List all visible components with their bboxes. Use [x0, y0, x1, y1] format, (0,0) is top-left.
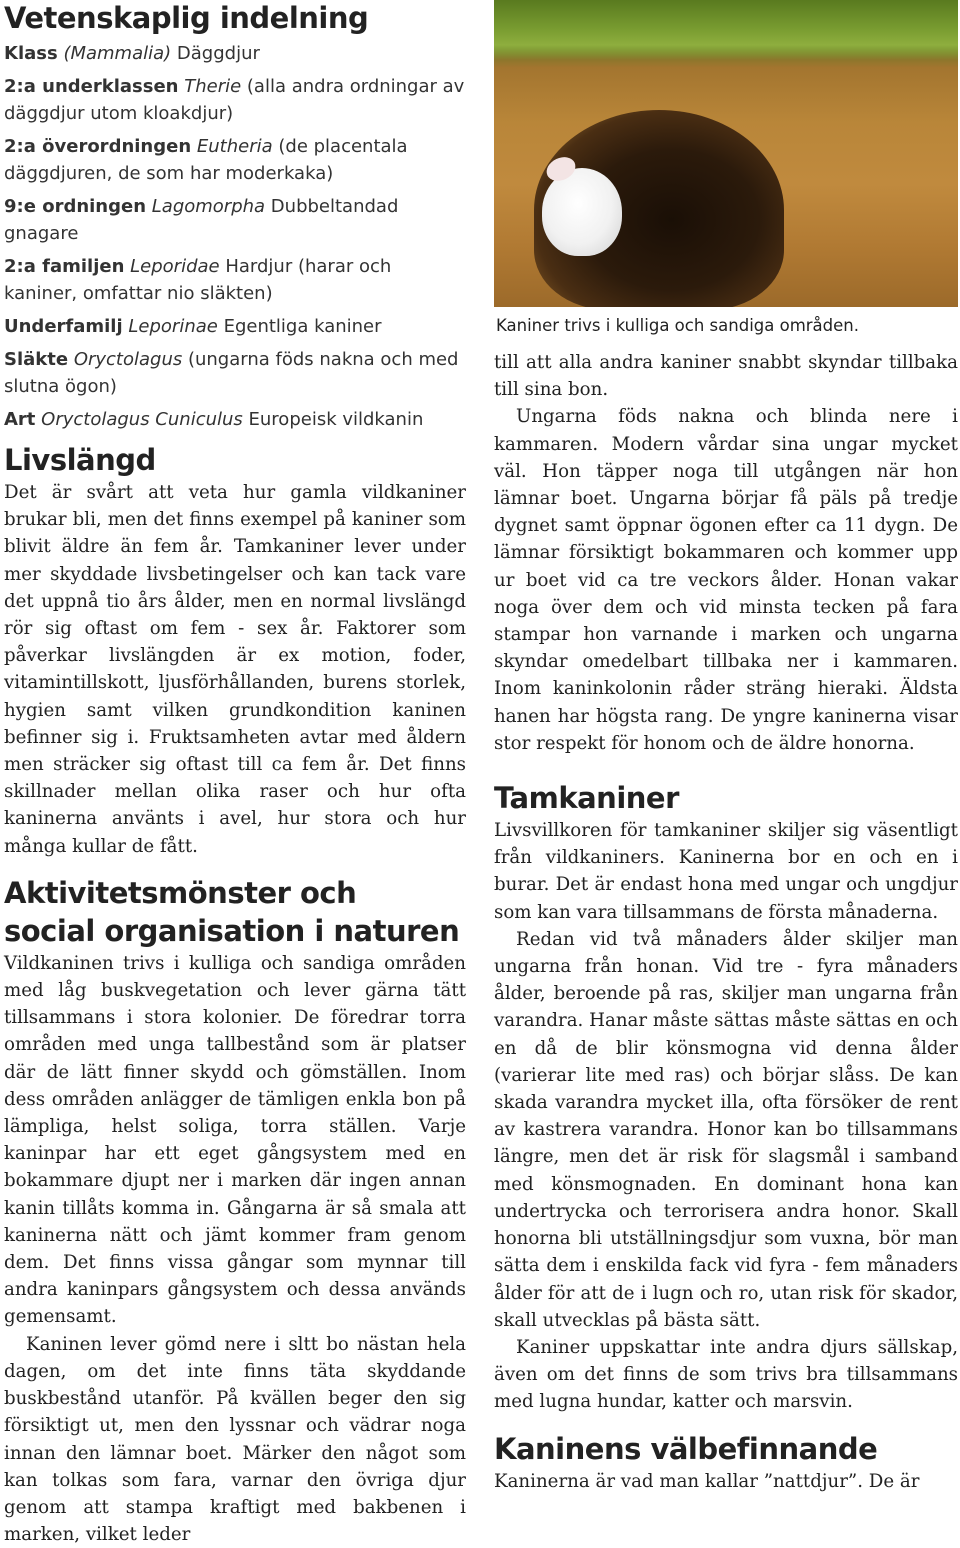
taxonomy-item: 9:e ordningen Lagomorpha Dubbeltandad gnagare	[4, 196, 399, 244]
taxonomy-item: 2:a underklassen Therie (alla andra ordningar av däggdjur utom kloakdjur)	[4, 76, 465, 124]
continued-text: till att alla andra kaniner snabbt skyndar tillbaka till sina bon. Ungarna föds nakna och blinda nere i kammaren. Modern vårdar sina ungar mycket väl. Hon täpper noga till utgången när hon lämnar boet. Ungarna börjar få päls på tredje dygnet samt öppnar ögonen efter ca 11 dygn. De lämnar försiktigt bokammaren och kommer upp ur boet vid ca tre veckors ålder. Honan vakar noga över dem och vid minsta tecken på fara stampar hon varnande i marken och ungarna skyndar omedelbart tillbaka ner i kammaren. Inom kaninkolonin råder sträng hieraki. Äldsta hanen har högsta rang. De yngre kaninerna visar stor respekt för honom och de äldre honorna.	[494, 352, 958, 754]
activity-text: Vildkaninen trivs i kulliga och sandiga områden med låg buskvegetation och lever gärna tätt tillsammans i stora kolonier. De föredrar torra områden med unga tallbestånd som är platser där de lätt finner skydd och gömställen. Inom dess områden anlägger de tämligen enkla bon på lämpliga, helst soliga, torra ställen. Varje kaninpar har ett eget gångsystem med en bokammare djupt ner i marken där ingen annan kanin tillåts komma in. Gångarna är så smala att kaninerna nätt och jämt kommer fram genom dem. Det finns vissa gångar som mynnar till andra kaninpars gångsystem och dessa används gemensamt. Kaninen lever gömd nere i sltt bo nästan hela dagen, om det inte finns täta skyddande buskbestånd utanför. På kvällen beger den sig försiktigt ut, men den lyssnar och vädrar noga innan den lämnar boet. Märker den något som kan tolkas som fara, varnar den övriga djur genom att stampa kraftigt med bakbenen i marken, vilket leder	[4, 952, 466, 1546]
right-column	[494, 0, 958, 1495]
taxonomy-list	[4, 40, 466, 433]
rabbit-burrow-photo	[494, 0, 958, 307]
taxonomy-item: Klass (Mammalia) Däggdjur	[4, 43, 260, 64]
wellbeing-text: Kaninerna är vad man kallar ”nattdjur”. De är	[494, 1470, 920, 1492]
taxonomy-heading: Vetenskaplig indelning	[4, 1, 369, 35]
tame-rabbits-text: Livsvillkoren för tamkaniner skiljer sig väsentligt från vildkaniners. Kaninerna bor en och en i burar. Det är endast hona med ungar och ungdjur som kan vara tillsammans de första månaderna. Redan vid två månaders ålder skiljer man ungarna från honan. Vid tre - fyra månaders ålder, beroende på ras, skiljer man ungarna från varandra. Hanar måste sättas måste sättas en och en då de blir könsmogna vid denna ålder (varierar lite med ras) och börjar slåss. De kan skada varandra mycket illa, ofta försöker de rent av kastrera varandra. Honor kan bo tillsammans längre, men det är risk för slagsmål i samband med könsmognaden. En dominant hona kan undertrycka och terrorisera andra honor. Skall honorna bli utställningsdjur som vuxna, bör man sätta dem i enskilda fack vid fyra - fem månaders ålder för att de i lugn och ro, utan risk för skador, skall utvecklas på bästa sätt. Kaniner uppskattar inte andra djurs sällskap, även om det finns de som trivs bra tillsammans med lugna hundar, katter och marsvin.	[494, 820, 959, 1413]
taxonomy-item: Underfamilj Leporinae Egentliga kaniner	[4, 316, 382, 337]
tame-rabbits-heading: Tamkaniner	[494, 781, 679, 816]
lifespan-text: Det är svårt att veta hur gamla vildkaniner brukar bli, men det finns exempel på kaniner som blivit äldre än fem år. Tamkaniner lever under mer skyddade livsbetingelser och kan tack vare det uppnå tio års ålder, men en normal livslängd rör sig oftast om fem - sex år. Faktorer som påverkar livslängden är ex motion, foder, vitamintillskott, ljusförhållanden, burens storlek, hygien samt vilken grundkondition kaninen befinner sig i. Fruktsamheten avtar med åldern men sträcker sig oftast till ca fem år. Det finns skillnader mellan olika raser och hur ofta kaninerna använts i avel, hur stora och hur många kullar de fått.	[4, 482, 466, 857]
photo-caption: Kaniner trivs i kulliga och sandiga områden.	[496, 316, 859, 335]
rabbit-figure	[542, 168, 622, 256]
taxonomy-item: Art Oryctolagus Cuniculus Europeisk vildkanin	[4, 409, 424, 430]
wellbeing-heading: Kaninens välbefinnande	[494, 1431, 878, 1466]
activity-heading: Aktivitetsmönster och social organisation i naturen	[4, 875, 460, 948]
left-column	[4, 0, 466, 1548]
taxonomy-item: 2:a familjen Leporidae Hardjur (harar och kaniner, omfattar nio släkten)	[4, 256, 392, 304]
lifespan-heading: Livslängd	[4, 443, 156, 477]
taxonomy-item: 2:a överordningen Eutheria (de placentala däggdjuren, de som har moderkaka)	[4, 136, 408, 184]
taxonomy-item: Släkte Oryctolagus (ungarna föds nakna och med slutna ögon)	[4, 349, 459, 397]
